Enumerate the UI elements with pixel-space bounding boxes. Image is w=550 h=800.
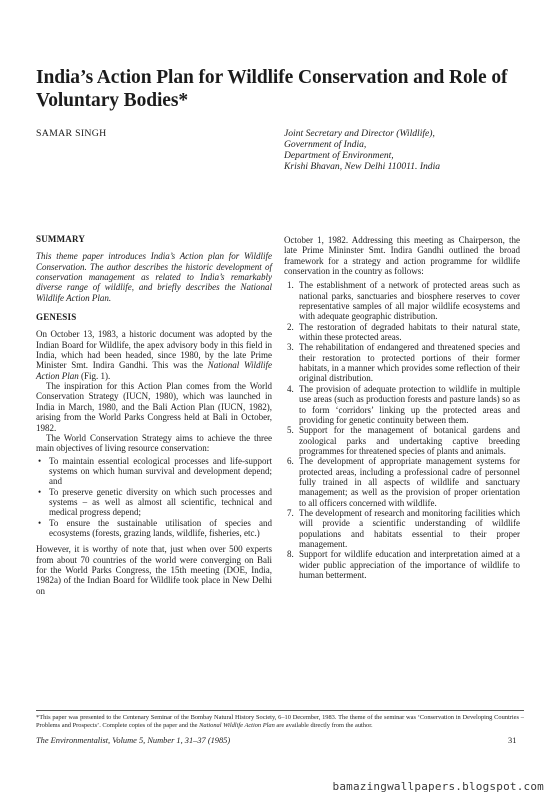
- author-name: SAMAR SINGH: [36, 128, 107, 139]
- action-plan-italic: National Wildlife Action Plan: [36, 360, 272, 381]
- footnote: [36, 714, 524, 730]
- page-number: 31: [508, 736, 517, 745]
- list-item: [36, 487, 272, 518]
- genesis-heading: GENESIS: [36, 312, 77, 323]
- objectives-list: [36, 456, 272, 539]
- bullet-icon: •: [38, 517, 42, 528]
- bullet-icon: •: [38, 455, 42, 466]
- author-affiliation: [284, 128, 524, 172]
- list-number: 5.: [287, 425, 294, 436]
- framework-list: [284, 280, 520, 580]
- watermark: bamazingwallpapers.blogspot.com: [332, 780, 544, 793]
- left-column: [36, 234, 272, 596]
- list-item: [284, 456, 520, 508]
- summary-text: This theme paper introduces India’s Action plan for Wildlife Conservation. The author describes the historic development of conservation management as related to India’s remarkably diverse range of wildlife, and briefly describes the National Wildlife Action Plan.: [36, 251, 272, 303]
- affiliation-line: Joint Secretary and Director (Wildlife),: [284, 128, 435, 139]
- list-item-text: To maintain essential ecological processes and life-support systems on which human survival and development depend; and: [49, 455, 272, 487]
- list-number: 2.: [287, 321, 294, 332]
- list-item: [284, 508, 520, 549]
- affiliation-line: Government of India,: [284, 139, 367, 150]
- list-item-text: To ensure the sustainable utilisation of species and ecosystems (forests, grazing lands, wildlife, fisheries, etc.): [49, 517, 272, 538]
- footnote-divider: [36, 710, 524, 711]
- list-item: [284, 280, 520, 321]
- list-item: [284, 549, 520, 580]
- footnote-text: *This paper was presented to the Centenary Seminar of the Bombay Natural History Society, 6–10 December, 1983. The theme of the seminar was ‘Conservation in Developing Countries – Problems and Prospects’. Complete copies of the paper and the: [36, 714, 524, 729]
- affiliation-line: Krishi Bhavan, New Delhi 110011. India: [284, 161, 441, 172]
- list-item-text: The development of research and monitoring facilities which will provide a scientific understanding of wildlife populations and habitats essential to their proper management.: [299, 507, 520, 549]
- genesis-paragraph-4: However, it is worthy of note that, just when over 500 experts from about 70 countries of the world were converging on Bali for the World Parks Congress, the 15th meeting (DOE, India, 1982a) of the Indian Board for Wildlife took place in New Delhi on: [36, 544, 272, 596]
- list-number: 3.: [287, 342, 294, 353]
- list-item-text: The restoration of degraded habitats to their natural state, within these protected areas.: [299, 321, 520, 343]
- list-number: 7.: [287, 507, 294, 518]
- list-item: [284, 384, 520, 425]
- framework-intro: October 1, 1982. Addressing this meeting as Chairperson, the late Prime Mininster Smt. Indira Gandhi outlined the broad framework for a strategy and action programme for wildlife conservation in the country as follows:: [284, 235, 520, 277]
- list-number: 8.: [287, 549, 294, 560]
- list-number: 1.: [287, 280, 294, 291]
- list-item-text: The development of appropriate management systems for protected areas, including a professional cadre of personnel fully trained in all aspects of wildlife and sanctuary management; as well as the provision of proper orientation to all officers concerned with wildlife.: [299, 456, 520, 508]
- summary-heading: SUMMARY: [36, 234, 86, 244]
- footnote-italic: National Wildlife Action Plan: [199, 722, 275, 729]
- paragraph-text: (Fig. 1).: [78, 370, 111, 381]
- list-item: [36, 456, 272, 487]
- list-item-text: Support for the management of botanical gardens and zoological parks and undertaking captive breeding programmes for threatened species of plants and animals.: [299, 425, 520, 456]
- genesis-paragraph-2: The inspiration for this Action Plan comes from the World Conservation Strategy (IUCN, 1980), which was launched in India in March, 1980, and the Bali Action Plan (IUCN, 1982), arising from the World Parks Congress held at Bali in October, 1982.: [36, 381, 272, 433]
- genesis-paragraph-3: The World Conservation Strategy aims to achieve the three main objectives of living resource conservation:: [36, 432, 272, 454]
- genesis-paragraph-1: [36, 329, 272, 381]
- list-item-text: The provision of adequate protection to wildlife in multiple use areas (such as production forests and pasture lands) so as to form ‘corridors’ linking up the protected areas and providing for genetic continuity between them.: [299, 383, 520, 425]
- list-item: [36, 518, 272, 539]
- paragraph-text: On October 13, 1983, a historic document was adopted by the Indian Board for Wildlife, the apex advisory body in this field in India, which had been headed, since 1980, by the late Prime Minister Smt. Indira Gandhi. This was the: [36, 329, 272, 371]
- bullet-icon: •: [38, 486, 42, 497]
- list-item-text: To preserve genetic diversity on which such processes and systems – as well as almost all scientific, technical and medical progress depend;: [49, 486, 272, 518]
- list-item-text: Support for wildlife education and interpretation aimed at a wider public appreciation of the importance of wildlife to human betterment.: [299, 549, 520, 580]
- right-column: [284, 235, 520, 580]
- list-number: 6.: [287, 456, 294, 467]
- list-item: [284, 322, 520, 343]
- journal-citation: The Environmentalist, Volume 5, Number 1, 31–37 (1985): [36, 736, 231, 745]
- affiliation-line: Department of Environment,: [284, 150, 394, 161]
- footnote-text: are available directly from the author.: [274, 722, 373, 729]
- list-number: 4.: [287, 383, 294, 394]
- list-item: [284, 342, 520, 383]
- list-item-text: The establishment of a network of protected areas such as national parks, sanctuaries and biosphere reserves to cover representative samples of all major wildlife ecosystems and with adequate geographic distribution.: [299, 280, 520, 322]
- list-item: [284, 425, 520, 456]
- paper-title: India’s Action Plan for Wildlife Conservation and Role of Voluntary Bodies*: [36, 67, 508, 111]
- list-item-text: The rehabilitation of endangered and threatened species and their restoration to protected portions of their former habitats, in a manner which provides some reflection of their original distribution.: [299, 342, 520, 384]
